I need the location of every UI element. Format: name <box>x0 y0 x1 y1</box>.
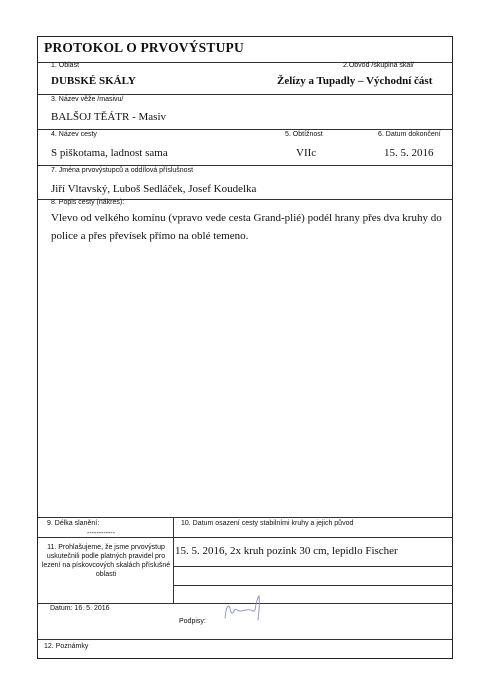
district-label: 2.Obvod /skupina skal/ <box>343 62 414 69</box>
bolts-label: 10. Datum osazení cesty stabilními kruhy a jejich původ <box>181 520 354 527</box>
notes-label: 12. Poznámky <box>44 643 89 650</box>
divider <box>38 165 452 166</box>
signatures-label: Podpisy: <box>179 618 206 625</box>
area-value: DUBSKÉ SKÁLY <box>51 75 136 87</box>
route-description-label: 8. Popis cesty (nákres): <box>51 199 125 206</box>
area-label: 1. Oblast <box>51 62 80 69</box>
tower-value: BALŠOJ TĚÁTR - Masiv <box>51 111 166 123</box>
tower-label: 3. Název věže /masivu/ <box>51 96 124 103</box>
signature-image <box>221 594 271 622</box>
divider <box>173 566 452 567</box>
difficulty-value: VIIc <box>296 147 317 159</box>
rappel-length-label: 9. Délka slanění: <box>47 520 100 527</box>
completion-date-label: 6. Datum dokončení <box>378 131 441 138</box>
declaration-date: Datum: 16. 5. 2016 <box>50 605 110 612</box>
divider <box>173 585 452 586</box>
district-value: Želízy a Tupadly – Východní část <box>277 75 433 87</box>
climbers-label: 7. Jména prvovýstupců a oddílová příslušnost <box>51 167 194 174</box>
route-name-label: 4. Název cesty <box>51 131 97 138</box>
divider <box>38 129 452 130</box>
difficulty-label: 5. Obtížnost <box>285 131 323 138</box>
divider <box>38 537 452 538</box>
divider <box>38 639 452 640</box>
divider <box>38 517 452 518</box>
form-title: PROTOKOL O PRVOVÝSTUPU <box>44 40 244 55</box>
protocol-form <box>37 36 453 659</box>
divider <box>173 517 174 603</box>
divider <box>38 94 452 95</box>
route-name-value: S piškotama, ladnost sama <box>51 147 168 159</box>
rappel-length-value: ------------ <box>87 530 115 537</box>
climbers-value: Jiří Vltavský, Luboš Sedláček, Josef Koudelka <box>51 183 257 195</box>
completion-date-value: 15. 5. 2016 <box>384 147 434 159</box>
route-description-value: Vlevo od velkého komínu (vpravo vede cesta Grand-plié) podél hrany přes dva kruhy do police a přes převísek přímo na oblé temeno. <box>51 212 442 242</box>
bolts-value: 15. 5. 2016, 2x kruh pozink 30 cm, lepidlo Fischer <box>175 545 398 557</box>
declaration-label: 11. Prohlašujeme, že jsme prvovýstup uskutečnili podle platných pravidel pro lezení na pískovcových skalách příslušné oblasti <box>41 544 171 578</box>
